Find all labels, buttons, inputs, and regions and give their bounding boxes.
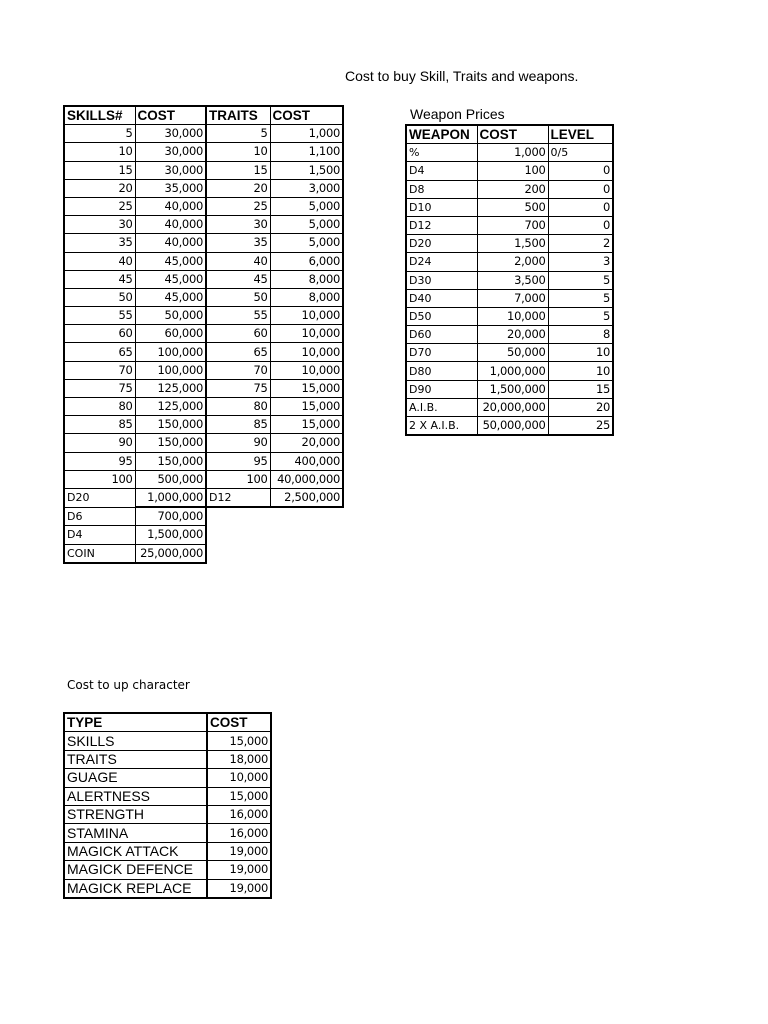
table-cell: 30,000 [135,125,206,143]
column-header: WEAPON [406,125,477,144]
table-row [64,544,343,563]
column-header: SKILLS# [64,106,135,125]
table-cell: 45 [64,270,135,288]
table-row [64,234,343,252]
table-cell: 19,000 [207,879,271,898]
table-row [64,769,271,787]
table-cell: 5 [64,125,135,143]
table-cell: 20,000 [477,326,548,344]
table-cell: 10 [206,143,270,161]
table-cell: 40 [206,252,270,270]
table-cell: 10,000 [477,307,548,325]
table-cell: 25 [64,197,135,215]
table-cell: 2 [548,235,613,253]
table-header-row [64,106,343,125]
table-cell: 3,000 [270,179,343,197]
table-cell: 30 [206,216,270,234]
up-character-caption: Cost to up character [67,678,190,692]
table-row [64,398,343,416]
table-cell: 55 [206,307,270,325]
table-row [64,270,343,288]
table-row [406,144,613,162]
table-row [64,787,271,805]
table-cell: 10,000 [270,325,343,343]
column-header: COST [207,713,271,732]
empty-cell [270,507,343,526]
weapon-prices-table [405,124,614,436]
table-row [64,325,343,343]
table-cell: D20 [406,235,477,253]
table-cell: 5 [548,307,613,325]
table-cell: 5 [548,289,613,307]
table-cell: 35 [206,234,270,252]
table-row [64,434,343,452]
table-cell: 85 [64,416,135,434]
table-cell: 90 [64,434,135,452]
table-row [406,271,613,289]
table-cell: 500,000 [135,470,206,488]
table-cell: 20 [64,179,135,197]
table-cell: A.I.B. [406,398,477,416]
table-cell: 6,000 [270,252,343,270]
table-cell: D10 [406,198,477,216]
table-cell: STAMINA [64,824,207,842]
table-cell: 45 [206,270,270,288]
table-cell: 10 [548,344,613,362]
table-row [64,488,343,507]
table-cell: 50,000,000 [477,417,548,436]
table-cell: D4 [64,526,135,544]
table-row [64,452,343,470]
table-cell: 0/5 [548,144,613,162]
table-cell: 70 [206,361,270,379]
table-cell: 95 [206,452,270,470]
table-cell: 3 [548,253,613,271]
table-cell: 0 [548,162,613,180]
table-cell: 35,000 [135,179,206,197]
table-cell: D4 [406,162,477,180]
table-cell: 65 [206,343,270,361]
table-cell: 30,000 [135,143,206,161]
column-header: LEVEL [548,125,613,144]
table-cell: 45,000 [135,270,206,288]
table-row [64,252,343,270]
table-row [406,253,613,271]
table-cell: 19,000 [207,842,271,860]
column-header: COST [270,106,343,125]
table-cell: 10,000 [207,769,271,787]
table-cell: 75 [64,379,135,397]
table-row [64,361,343,379]
table-cell: 50 [64,288,135,306]
column-header: COST [477,125,548,144]
table-cell: D6 [64,507,135,526]
table-cell: 75 [206,379,270,397]
table-cell: 10,000 [270,343,343,361]
table-cell: 1,500,000 [135,526,206,544]
table-cell: D80 [406,362,477,380]
table-cell: 45,000 [135,252,206,270]
table-cell: MAGICK ATTACK [64,842,207,860]
table-cell: 30 [64,216,135,234]
table-cell: 1,500 [270,161,343,179]
table-cell: 500 [477,198,548,216]
table-cell: 90 [206,434,270,452]
table-cell: 100 [206,470,270,488]
table-cell: 70 [64,361,135,379]
table-row [406,417,613,436]
table-cell: 700,000 [135,507,206,526]
table-cell: 5 [206,125,270,143]
table-cell: 5,000 [270,234,343,252]
table-row [64,343,343,361]
table-cell: 20,000,000 [477,398,548,416]
table-cell: D12 [206,488,270,507]
table-row [64,161,343,179]
table-row [64,470,343,488]
table-cell: 0 [548,180,613,198]
table-cell: 20 [548,398,613,416]
table-cell: 19,000 [207,861,271,879]
table-row [64,507,343,526]
table-cell: 80 [206,398,270,416]
empty-cell [206,544,270,563]
table-cell: 20 [206,179,270,197]
table-cell: 2,000 [477,253,548,271]
table-cell: D8 [406,180,477,198]
table-cell: 20,000 [270,434,343,452]
table-cell: 8,000 [270,270,343,288]
table-cell: 10 [548,362,613,380]
table-cell: 25 [548,417,613,436]
table-cell: 55 [64,307,135,325]
table-cell: TRAITS [64,750,207,768]
table-cell: D70 [406,344,477,362]
table-cell: 16,000 [207,824,271,842]
up-character-table [63,712,272,899]
table-cell: 1,500 [477,235,548,253]
table-header-row [406,125,613,144]
table-cell: 10 [64,143,135,161]
table-cell: D30 [406,271,477,289]
table-cell: 2 X A.I.B. [406,417,477,436]
table-cell: 1,000 [270,125,343,143]
table-header-row [64,713,271,732]
table-cell: 35 [64,234,135,252]
table-row [64,526,343,544]
column-header: TRAITS [206,106,270,125]
table-row [64,125,343,143]
table-row [64,861,271,879]
table-row [406,289,613,307]
table-cell: 1,000,000 [477,362,548,380]
table-cell: 65 [64,343,135,361]
table-row [64,179,343,197]
table-cell: MAGICK REPLACE [64,879,207,898]
weapon-prices-caption: Weapon Prices [410,106,505,122]
table-cell: 15,000 [207,787,271,805]
table-cell: 125,000 [135,398,206,416]
table-cell: 18,000 [207,750,271,768]
table-cell: 40,000 [135,234,206,252]
table-cell: D90 [406,380,477,398]
table-cell: 40,000 [135,216,206,234]
table-row [64,143,343,161]
table-cell: 80 [64,398,135,416]
empty-cell [206,526,270,544]
table-cell: 8,000 [270,288,343,306]
table-cell: 400,000 [270,452,343,470]
table-cell: 50,000 [135,307,206,325]
table-cell: GUAGE [64,769,207,787]
table-row [64,842,271,860]
table-cell: 0 [548,216,613,234]
table-cell: 1,500,000 [477,380,548,398]
table-row [406,198,613,216]
table-cell: 150,000 [135,452,206,470]
table-row [64,824,271,842]
table-cell: 100 [477,162,548,180]
table-row [406,216,613,234]
empty-cell [270,544,343,563]
table-cell: 15 [548,380,613,398]
table-cell: 95 [64,452,135,470]
table-cell: 40 [64,252,135,270]
table-cell: 5,000 [270,216,343,234]
table-cell: 150,000 [135,434,206,452]
table-row [64,288,343,306]
table-cell: 60 [206,325,270,343]
table-row [406,326,613,344]
table-cell: % [406,144,477,162]
table-cell: 5 [548,271,613,289]
table-cell: D24 [406,253,477,271]
table-cell: 700 [477,216,548,234]
table-cell: STRENGTH [64,805,207,823]
table-cell: 15,000 [270,379,343,397]
table-cell: 40,000 [135,197,206,215]
table-row [64,379,343,397]
table-cell: 100,000 [135,361,206,379]
table-row [64,307,343,325]
table-cell: 16,000 [207,805,271,823]
table-row [406,380,613,398]
table-row [64,879,271,898]
column-header: COST [135,106,206,125]
table-cell: 25,000,000 [135,544,206,563]
table-cell: 30,000 [135,161,206,179]
table-row [406,162,613,180]
table-cell: D20 [64,488,135,507]
empty-cell [270,526,343,544]
table-row [64,750,271,768]
table-cell: 1,000,000 [135,488,206,507]
table-cell: 0 [548,198,613,216]
table-cell: 25 [206,197,270,215]
table-cell: 50 [206,288,270,306]
table-cell: 15 [206,161,270,179]
table-cell: 85 [206,416,270,434]
table-row [406,180,613,198]
table-cell: 5,000 [270,197,343,215]
table-cell: D60 [406,326,477,344]
table-cell: 125,000 [135,379,206,397]
table-row [406,307,613,325]
page-title: Cost to buy Skill, Traits and weapons. [345,68,579,84]
table-row [64,216,343,234]
table-cell: SKILLS [64,732,207,750]
table-cell: 15 [64,161,135,179]
table-cell: 15,000 [207,732,271,750]
empty-cell [206,507,270,526]
table-row [64,197,343,215]
table-cell: D12 [406,216,477,234]
table-cell: 150,000 [135,416,206,434]
table-cell: 100,000 [135,343,206,361]
table-row [406,362,613,380]
column-header: TYPE [64,713,207,732]
table-cell: 60 [64,325,135,343]
table-cell: 7,000 [477,289,548,307]
table-cell: 40,000,000 [270,470,343,488]
table-row [64,416,343,434]
table-cell: D40 [406,289,477,307]
table-cell: 1,000 [477,144,548,162]
table-row [406,344,613,362]
table-cell: 60,000 [135,325,206,343]
table-cell: 15,000 [270,398,343,416]
table-cell: 100 [64,470,135,488]
table-cell: 2,500,000 [270,488,343,507]
table-cell: 50,000 [477,344,548,362]
table-row [64,732,271,750]
table-cell: 8 [548,326,613,344]
table-cell: 10,000 [270,307,343,325]
table-cell: D50 [406,307,477,325]
table-cell: 10,000 [270,361,343,379]
table-row [406,235,613,253]
table-cell: 45,000 [135,288,206,306]
table-cell: COIN [64,544,135,563]
table-cell: 200 [477,180,548,198]
table-cell: MAGICK DEFENCE [64,861,207,879]
table-cell: 1,100 [270,143,343,161]
table-cell: ALERTNESS [64,787,207,805]
table-row [64,805,271,823]
table-cell: 3,500 [477,271,548,289]
table-row [406,398,613,416]
table-cell: 15,000 [270,416,343,434]
skills-traits-table [63,105,344,564]
